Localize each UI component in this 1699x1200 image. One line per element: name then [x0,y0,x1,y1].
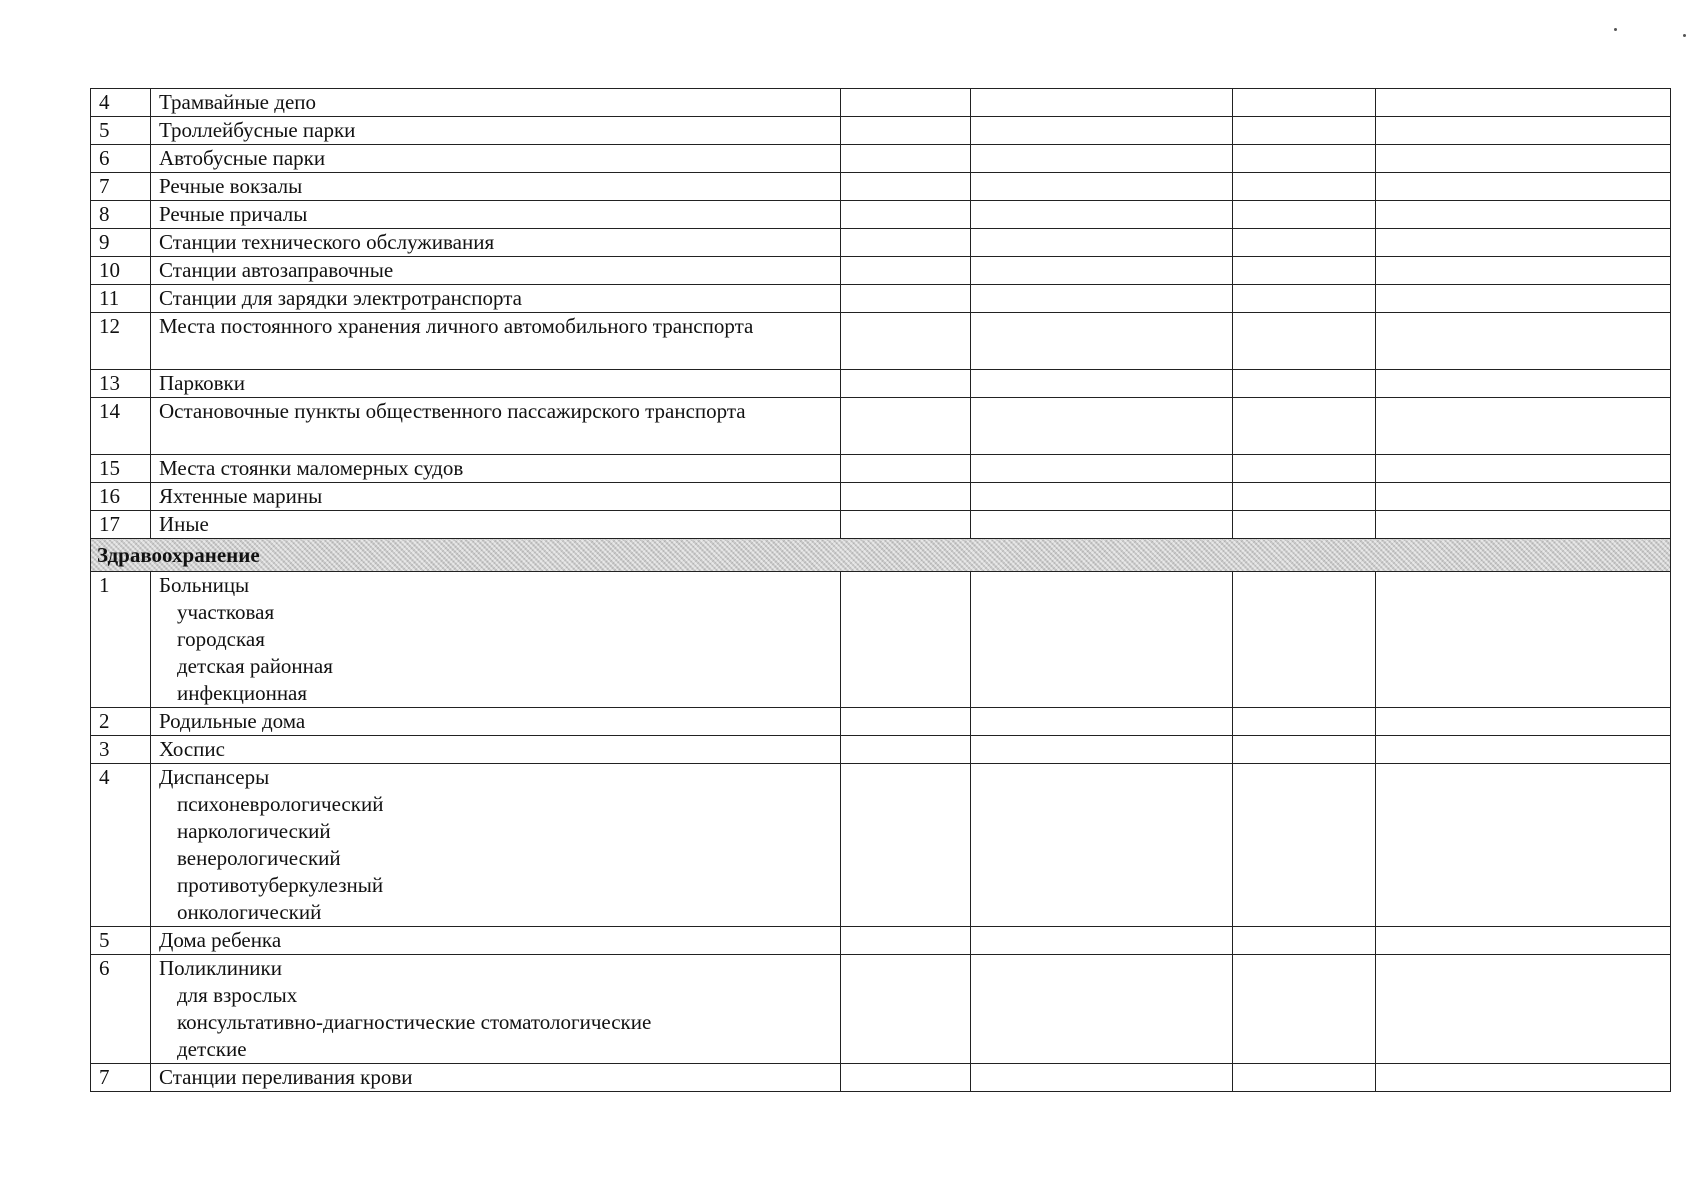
empty-cell [1376,370,1671,398]
empty-cell [841,1064,971,1092]
table-row [91,117,1671,145]
empty-cell [1233,455,1376,483]
facility-name: Трамвайные депо [159,90,316,114]
empty-cell [1233,370,1376,398]
facility-name: Речные причалы [159,202,308,226]
facility-name-cell [151,398,841,455]
empty-cell [971,145,1233,173]
empty-cell [841,398,971,455]
table-row [91,455,1671,483]
row-number: 11 [91,285,151,313]
empty-cell [1233,173,1376,201]
empty-cell [841,736,971,764]
empty-cell [1376,708,1671,736]
empty-cell [971,455,1233,483]
empty-cell [971,708,1233,736]
empty-cell [1233,398,1376,455]
empty-cell [971,285,1233,313]
empty-cell [971,511,1233,539]
facility-name-cell [151,117,841,145]
empty-cell [1376,764,1671,927]
facility-name-cell [151,313,841,370]
empty-cell [1233,285,1376,313]
empty-cell [1376,736,1671,764]
empty-cell [971,313,1233,370]
row-number: 15 [91,455,151,483]
table-row [91,736,1671,764]
facility-name: Больницы [159,573,250,597]
table-row [91,483,1671,511]
row-number: 4 [91,764,151,927]
empty-cell [841,708,971,736]
empty-cell [841,955,971,1064]
facility-name-cell [151,736,841,764]
table-row [91,229,1671,257]
facility-name-cell [151,511,841,539]
facility-name: Диспансеры [159,765,270,789]
row-number: 9 [91,229,151,257]
facility-name-cell [151,370,841,398]
empty-cell [1233,117,1376,145]
empty-cell [971,572,1233,708]
empty-cell [971,764,1233,927]
facility-subtype: детская районная [177,654,333,678]
empty-cell [841,927,971,955]
empty-cell [971,736,1233,764]
facility-name: Автобусные парки [159,146,326,170]
facility-name: Родильные дома [159,709,306,733]
empty-cell [971,1064,1233,1092]
table-row [91,708,1671,736]
section-title: Здравоохранение [91,539,1671,572]
empty-cell [1376,572,1671,708]
empty-cell [971,201,1233,229]
empty-cell [1233,572,1376,708]
table-row [91,927,1671,955]
table-row [91,370,1671,398]
facility-name-cell [151,201,841,229]
empty-cell [971,229,1233,257]
empty-cell [841,173,971,201]
empty-cell [1233,89,1376,117]
facility-subtype: консультативно-диагностические стоматологические [177,1010,652,1034]
empty-cell [841,572,971,708]
scan-mark [1614,28,1617,31]
row-number: 2 [91,708,151,736]
facility-name: Станции автозаправочные [159,258,394,282]
empty-cell [1376,313,1671,370]
facility-name: Станции для зарядки электротранспорта [159,286,522,310]
table-row [91,1064,1671,1092]
empty-cell [971,117,1233,145]
table-row [91,201,1671,229]
empty-cell [1233,229,1376,257]
row-number: 6 [91,145,151,173]
empty-cell [1233,708,1376,736]
empty-cell [841,117,971,145]
facility-subtype: детские [177,1037,247,1061]
facility-name-cell [151,145,841,173]
facility-subtype: инфекционная [177,681,308,705]
table-row [91,955,1671,1064]
empty-cell [841,201,971,229]
table-row [91,89,1671,117]
empty-cell [1376,955,1671,1064]
empty-cell [971,955,1233,1064]
table-row [91,257,1671,285]
empty-cell [1376,145,1671,173]
facility-subtype: онкологический [177,900,322,924]
empty-cell [1376,483,1671,511]
table-row [91,511,1671,539]
table-row [91,398,1671,455]
facility-subtype: участковая [177,600,275,624]
empty-cell [1376,455,1671,483]
facility-name-cell [151,955,841,1064]
facility-name-cell [151,1064,841,1092]
empty-cell [1376,285,1671,313]
section-row [91,539,1671,572]
empty-cell [1376,927,1671,955]
table-row [91,173,1671,201]
row-number: 10 [91,257,151,285]
table-row [91,313,1671,370]
facility-name-cell [151,764,841,927]
empty-cell [1233,483,1376,511]
facility-name-cell [151,927,841,955]
empty-cell [971,370,1233,398]
empty-cell [1233,201,1376,229]
facility-subtype: венерологический [177,846,341,870]
facility-subtype: городская [177,627,265,651]
empty-cell [841,285,971,313]
row-number: 3 [91,736,151,764]
empty-cell [1376,201,1671,229]
facility-name-cell [151,483,841,511]
empty-cell [1233,764,1376,927]
empty-cell [841,455,971,483]
facility-name-cell [151,708,841,736]
facilities-table-body [91,89,1671,1092]
facility-name: Речные вокзалы [159,174,303,198]
facility-name: Станции переливания крови [159,1065,413,1089]
row-number: 17 [91,511,151,539]
table-row [91,285,1671,313]
facility-name-cell [151,572,841,708]
empty-cell [971,398,1233,455]
empty-cell [1376,398,1671,455]
facility-subtype: наркологический [177,819,331,843]
facility-name: Остановочные пункты общественного пассажирского транспорта [159,399,746,423]
row-number: 8 [91,201,151,229]
empty-cell [1376,89,1671,117]
empty-cell [1376,117,1671,145]
row-number: 5 [91,117,151,145]
row-number: 7 [91,173,151,201]
facility-name-cell [151,89,841,117]
empty-cell [971,483,1233,511]
empty-cell [1233,927,1376,955]
facility-name: Места постоянного хранения личного автомобильного транспорта [159,314,754,338]
facility-subtype: для взрослых [177,983,298,1007]
empty-cell [971,173,1233,201]
table-row [91,145,1671,173]
facility-name: Поликлиники [159,956,282,980]
empty-cell [1233,955,1376,1064]
facility-name: Хоспис [159,737,225,761]
empty-cell [1376,173,1671,201]
row-number: 1 [91,572,151,708]
empty-cell [841,257,971,285]
row-number: 6 [91,955,151,1064]
facility-name-cell [151,455,841,483]
empty-cell [1233,511,1376,539]
row-number: 7 [91,1064,151,1092]
empty-cell [841,483,971,511]
empty-cell [1376,229,1671,257]
row-number: 4 [91,89,151,117]
facility-name-cell [151,173,841,201]
facility-name: Яхтенные марины [159,484,323,508]
empty-cell [841,764,971,927]
empty-cell [841,313,971,370]
facility-name: Иные [159,512,209,536]
row-number: 14 [91,398,151,455]
facility-name: Станции технического обслуживания [159,230,495,254]
facilities-table [90,88,1671,1092]
facility-name: Парковки [159,371,245,395]
facility-subtype: противотуберкулезный [177,873,384,897]
empty-cell [1233,313,1376,370]
table-row [91,764,1671,927]
facility-name: Троллейбусные парки [159,118,356,142]
empty-cell [1233,736,1376,764]
row-number: 13 [91,370,151,398]
row-number: 5 [91,927,151,955]
empty-cell [971,257,1233,285]
facility-name-cell [151,285,841,313]
empty-cell [841,229,971,257]
facility-name: Дома ребенка [159,928,282,952]
empty-cell [971,927,1233,955]
empty-cell [1376,1064,1671,1092]
empty-cell [1233,257,1376,285]
facility-name: Места стоянки маломерных судов [159,456,464,480]
empty-cell [841,145,971,173]
empty-cell [841,370,971,398]
empty-cell [841,511,971,539]
empty-cell [1376,511,1671,539]
row-number: 16 [91,483,151,511]
empty-cell [1376,257,1671,285]
facility-name-cell [151,229,841,257]
facility-subtype: психоневрологический [177,792,384,816]
scan-mark [1683,34,1686,37]
table-row [91,572,1671,708]
facility-name-cell [151,257,841,285]
empty-cell [1233,145,1376,173]
empty-cell [971,89,1233,117]
row-number: 12 [91,313,151,370]
empty-cell [841,89,971,117]
empty-cell [1233,1064,1376,1092]
